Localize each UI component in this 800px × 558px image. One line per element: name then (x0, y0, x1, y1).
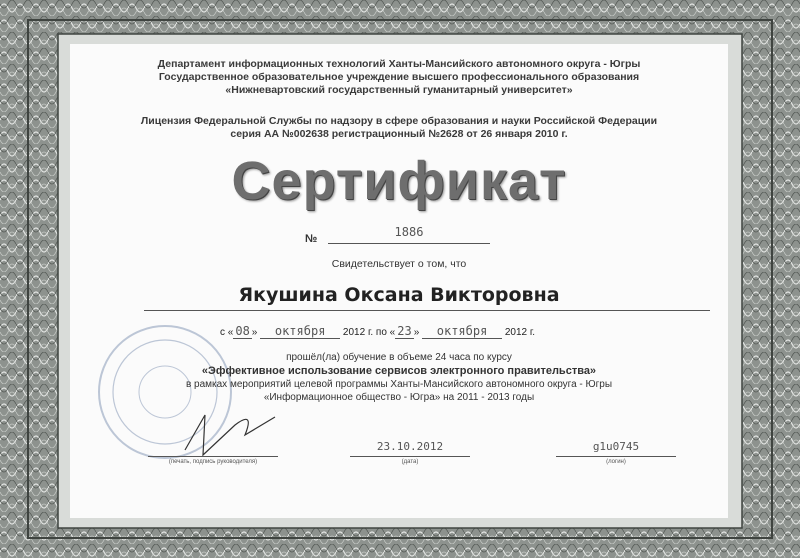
handwritten-signature (175, 395, 295, 465)
header-line-2: Государственное образовательное учреждение высшего профессионального образования (158, 71, 640, 83)
certifies-text: Свидетельствует о том, что (331, 258, 467, 270)
header-line-3: «Нижневартовский государственный гуманитарный университет» (225, 84, 573, 96)
course-program-years: «Информационное общество - Югра» на 2011 - 2013 годы (263, 392, 535, 403)
certificate-title: Сертификат (231, 151, 567, 211)
period-to-quote: » (413, 327, 420, 338)
course-program: в рамках мероприятий целевой программы Ханты-Мансийского автономного округа - Югры (185, 379, 613, 390)
period-to-year: 2012 г. (504, 327, 536, 338)
period-from-prefix: с « (220, 327, 234, 338)
date-caption: (дата) (401, 459, 419, 465)
license-line-1: Лицензия Федеральной Службы по надзору в сфере образования и науки Российской Федерации (140, 115, 658, 127)
course-intro: прошёл(ла) обучение в объеме 24 часа по курсу (286, 352, 512, 363)
date-value: 23.10.2012 (376, 440, 444, 453)
period-from-quote: » (251, 327, 258, 338)
date-line (350, 456, 470, 457)
signature-caption: (печать, подпись руководителя) (168, 459, 258, 465)
header-line-1: Департамент информационных технологий Ханты-Мансийского автономного округа - Югры (157, 58, 641, 70)
period-from-year: 2012 г. по « (342, 327, 396, 338)
period-from-day: 08 (235, 324, 250, 338)
signature-line (148, 456, 278, 457)
period-to-day: 23 (397, 324, 412, 338)
course-title: «Эффективное использование сервисов электронного правительства» (201, 365, 597, 377)
code-value: g1u0745 (592, 440, 640, 453)
license-line-2: серия АА №002638 регистрационный №2628 от 26 января 2010 г. (230, 128, 568, 140)
period-from-month: октября (260, 324, 340, 339)
code-line (556, 456, 676, 457)
period-row (220, 324, 535, 339)
recipient-name: Якушина Оксана Викторовна (238, 284, 560, 306)
number-label: № (305, 233, 318, 245)
period-to-month: октября (422, 324, 502, 339)
code-caption: (логин) (606, 459, 626, 465)
number-line (328, 243, 490, 244)
number-value: 1886 (394, 225, 424, 239)
name-line (144, 310, 710, 311)
